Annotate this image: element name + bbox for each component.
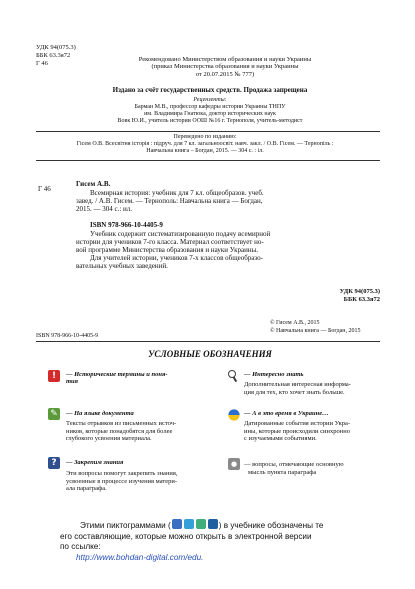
- recommended-block: [80, 56, 370, 78]
- catalog-summary: [76, 230, 376, 270]
- docs-desc-line: глубокого усвоения материала.: [66, 435, 152, 442]
- translated-line: Гісем О.В. Всесвітня історія : підруч. для 7 кл. загальноосвіт. навч. закл. / О.В. Гісем. — Тернопіль :: [76, 141, 334, 147]
- state-funded-note: Издано за счёт государственных средств. Продажа запрещена: [112, 86, 308, 94]
- interesting-desc-line: Дополнительная интересная информа-: [244, 381, 351, 388]
- reviewers-title: Рецензенты:: [193, 97, 227, 103]
- exclamation-icon: !: [48, 370, 60, 382]
- legend-fix-desc: [66, 470, 216, 493]
- reviewer-line: Вовк Ю.И., учитель истории ООШ №16 г. Тернополя, учитель-методист: [117, 118, 303, 124]
- catalog-index: Г 46: [38, 185, 51, 193]
- footer-line-3: по ссылке:: [60, 542, 101, 551]
- copyright-author: © Гисем А.В., 2015: [270, 320, 320, 326]
- recommended-line: Рекомендовано Министерством образования и науки Украины: [138, 56, 312, 63]
- legend-terms: [66, 371, 216, 386]
- legend-terms-head: — Исторические термины и поня-: [66, 371, 168, 378]
- footer-note: [60, 519, 390, 563]
- translated-title: Переведено по изданию:: [173, 134, 237, 140]
- questions-desc-line: — вопросы, отмечающие основную: [244, 461, 344, 468]
- picto-screen-icon: [184, 519, 194, 529]
- catalog-desc-line: завед. / А.В. Гисем. — Тернополь: Навчальна книга — Богдан,: [76, 197, 263, 205]
- reviewers-block: [40, 97, 380, 125]
- magnifier-icon: [228, 370, 240, 382]
- ukraine-desc-line: с изучаемыми событиями.: [244, 435, 317, 442]
- footer-line-1: [60, 519, 390, 532]
- summary-line: Для учителей истории, учеников 7-х классов общеобразо-: [90, 254, 263, 262]
- copyright-publisher: © Навчальна книга — Богдан, 2015: [270, 328, 361, 334]
- legend-docs-desc: [66, 420, 216, 443]
- catalog-desc-line: Всемирная история: учебник для 7 кл. общеобразов. учеб.: [90, 189, 264, 197]
- fix-desc-line: Эти вопросы помогут закрепить знания,: [66, 470, 178, 477]
- catalog-bbk: ББК 63.3я72: [343, 296, 380, 303]
- fix-desc-line: ала параграфа.: [66, 485, 107, 492]
- fix-desc-line: усвоенные в процессе изучения матери-: [66, 477, 178, 485]
- index-top: Г 46: [36, 60, 48, 67]
- docs-desc-line: Тексты отрывков из письменных источ-: [66, 420, 177, 427]
- legend-questions: [244, 461, 394, 476]
- docs-desc-line: ников, которые понадобятся для более: [66, 427, 173, 435]
- bullet-question-icon: ●: [228, 458, 240, 470]
- picto-video-icon: [172, 519, 182, 529]
- legend-interesting: [244, 371, 394, 378]
- footer-line-2: его составляющие, которые можно открыть в электронной версии: [60, 531, 312, 541]
- reviewer-line: им. Владимира Гнатюка, доктор исторических наук: [144, 111, 276, 117]
- divider: [36, 341, 380, 342]
- summary-line: истории для учеников 7-го класса. Материал соответствует но-: [76, 238, 264, 246]
- divider: [36, 160, 380, 161]
- ukraine-desc-line: Датированные события истории Укра-: [244, 420, 351, 427]
- catalog-isbn: ISBN 978-966-10-4405-9: [90, 221, 163, 229]
- catalog-desc-line: 2015. — 304 с.: ил.: [76, 205, 133, 213]
- picto-audio-icon: [208, 519, 218, 529]
- ukraine-desc-line: ины, которые происходили синхронно: [244, 427, 350, 435]
- legend-terms-head: тия: [66, 378, 79, 386]
- summary-line: Учебник содержит систематизированную подачу всемирной: [90, 230, 271, 238]
- recommended-line: (приказ Министерства образования и науки Украины: [151, 63, 299, 71]
- legend-ukraine-head: — А в это время в Украине…: [244, 410, 329, 417]
- udk-top: УДК 94(075.3): [36, 44, 76, 51]
- summary-line: вой программе Министерства образования и науки Украины.: [76, 246, 259, 254]
- legend-docs-head: — На языке документа: [66, 410, 134, 417]
- legend-interesting-head: — Интересно знать: [244, 371, 304, 378]
- questions-desc-line: мысль пункта параграфа: [248, 468, 317, 476]
- footer-pre: Этими пиктограммами (: [80, 521, 171, 530]
- legend-title: УСЛОВНЫЕ ОБОЗНАЧЕНИЯ: [148, 349, 272, 359]
- pen-icon: ✎: [48, 408, 60, 420]
- legend-ukraine: [244, 410, 394, 417]
- legend-fix: [66, 459, 216, 466]
- catalog-author: Гисем А.В.: [76, 180, 111, 188]
- reviewer-line: Барман М.В., профессор кафедры истории Украины ТНПУ: [134, 104, 286, 110]
- translated-line: Навчальна книга – Богдан, 2015. — 304 с. : іл.: [146, 148, 264, 154]
- ukraine-flag-icon: [228, 408, 240, 420]
- recommended-line: от 20.07.2015 № 777): [195, 70, 255, 78]
- picto-test-icon: [196, 519, 206, 529]
- legend-interesting-desc: [244, 381, 394, 396]
- bbk-top: ББК 63.3я72: [36, 52, 71, 59]
- catalog-desc: [76, 189, 380, 213]
- legend-ukraine-desc: [244, 420, 394, 443]
- divider: [36, 131, 380, 132]
- footer-link[interactable]: http://www.bohdan-digital.com/edu.: [76, 552, 204, 562]
- legend-docs: [66, 410, 216, 417]
- footer-post: ) в учебнике обозначены те: [218, 521, 324, 530]
- question-icon: ?: [48, 457, 60, 469]
- legend-fix-head: — Закрепим знания: [66, 459, 124, 466]
- translated-block: [30, 134, 380, 155]
- isbn-bottom: ISBN 978-966-10-4405-9: [36, 333, 99, 339]
- catalog-udk: УДК 94(075.3): [339, 288, 380, 295]
- summary-line: вательных учебных заведений.: [76, 262, 168, 270]
- interesting-desc-line: ция для тех, кто хочет знать больше.: [244, 388, 345, 396]
